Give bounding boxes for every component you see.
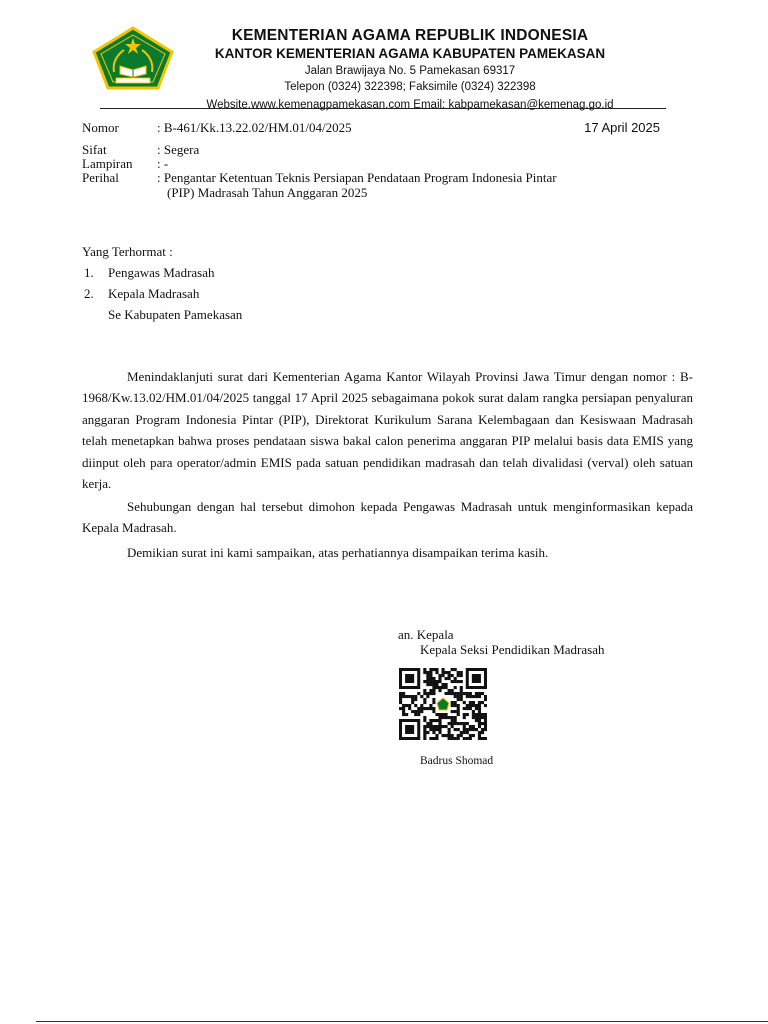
recipient-number: 1. xyxy=(84,265,94,280)
sifat-label: Sifat xyxy=(82,142,107,157)
office-phone: Telepon (0324) 322398; Faksimile (0324) 322398 xyxy=(284,81,536,93)
recipient-item xyxy=(84,265,215,281)
signatory-name: Badrus Shomad xyxy=(420,755,494,767)
body-paragraph-1 xyxy=(82,366,693,494)
lampiran-value: : - xyxy=(157,156,169,171)
signature-role: Kepala Seksi Pendidikan Madrasah xyxy=(420,642,605,657)
paragraph-text: Sehubungan dengan hal tersebut dimohon kepada Pengawas Madrasah untuk menginformasikan kepada Kepala Madrasah. xyxy=(82,499,693,536)
recipient-item xyxy=(84,286,199,302)
office-web-email: Website.www.kemenagpamekasan.com Email: kabpamekasan@kemenag.go.id xyxy=(206,99,614,111)
sifat-value: : Segera xyxy=(157,142,200,157)
addressee-greeting: Yang Terhormat : xyxy=(82,244,173,259)
perihal-value xyxy=(157,170,637,200)
letterhead xyxy=(160,26,660,113)
perihal-line-1: : Pengantar Ketentuan Teknis Persiapan Pendataan Program Indonesia Pintar xyxy=(157,170,557,185)
office-name: KANTOR KEMENTERIAN AGAMA KABUPATEN PAMEKASAN xyxy=(214,46,606,61)
paragraph-text: Menindaklanjuti surat dari Kementerian Agama Kantor Wilayah Provinsi Jawa Timur dengan nomor : B-1968/Kw.13.02/HM.01/04/2025 tanggal 17 April 2025 sebagaimana pokok surat dalam rangka persiapan penyaluran anggaran Program Indonesia Pintar (PIP), Direktorat Kurikulum Sarana Kelembagaan dan Kesiswaan Madrasah telah menetapkan bahwa proses pendataan siswa bakal calon penerima anggaran PIP melalui basis data EMIS yang diinput oleh para operator/admin EMIS pada satuan pendidikan madrasah dan telah divalidasi (verval) oleh satuan kerja. xyxy=(82,369,693,492)
page-bottom-edge xyxy=(36,1021,768,1022)
perihal-label: Perihal xyxy=(82,170,119,185)
recipient-text: Kepala Madrasah xyxy=(108,286,200,301)
perihal-line-2: (PIP) Madrasah Tahun Anggaran 2025 xyxy=(167,185,368,200)
lampiran-label: Lampiran xyxy=(82,156,133,171)
recipient-region: Se Kabupaten Pamekasan xyxy=(108,307,243,322)
office-address: Jalan Brawijaya No. 5 Pamekasan 69317 xyxy=(304,65,516,77)
nomor-value: : B-461/Kk.13.22.02/HM.01/04/2025 xyxy=(157,120,352,135)
recipient-text: Pengawas Madrasah xyxy=(108,265,215,280)
qr-code-icon xyxy=(399,668,487,740)
nomor-label: Nomor xyxy=(82,120,119,135)
ministry-name: KEMENTERIAN AGAMA REPUBLIK INDONESIA xyxy=(231,27,589,44)
body-paragraph-2 xyxy=(82,496,693,539)
signature-on-behalf: an. Kepala xyxy=(398,627,454,642)
letter-date: 17 April 2025 xyxy=(584,120,660,135)
body-paragraph-3 xyxy=(82,542,693,563)
recipient-number: 2. xyxy=(84,286,94,301)
letterhead-divider xyxy=(100,108,666,109)
paragraph-text: Demikian surat ini kami sampaikan, atas perhatiannya disampaikan terima kasih. xyxy=(127,545,549,560)
